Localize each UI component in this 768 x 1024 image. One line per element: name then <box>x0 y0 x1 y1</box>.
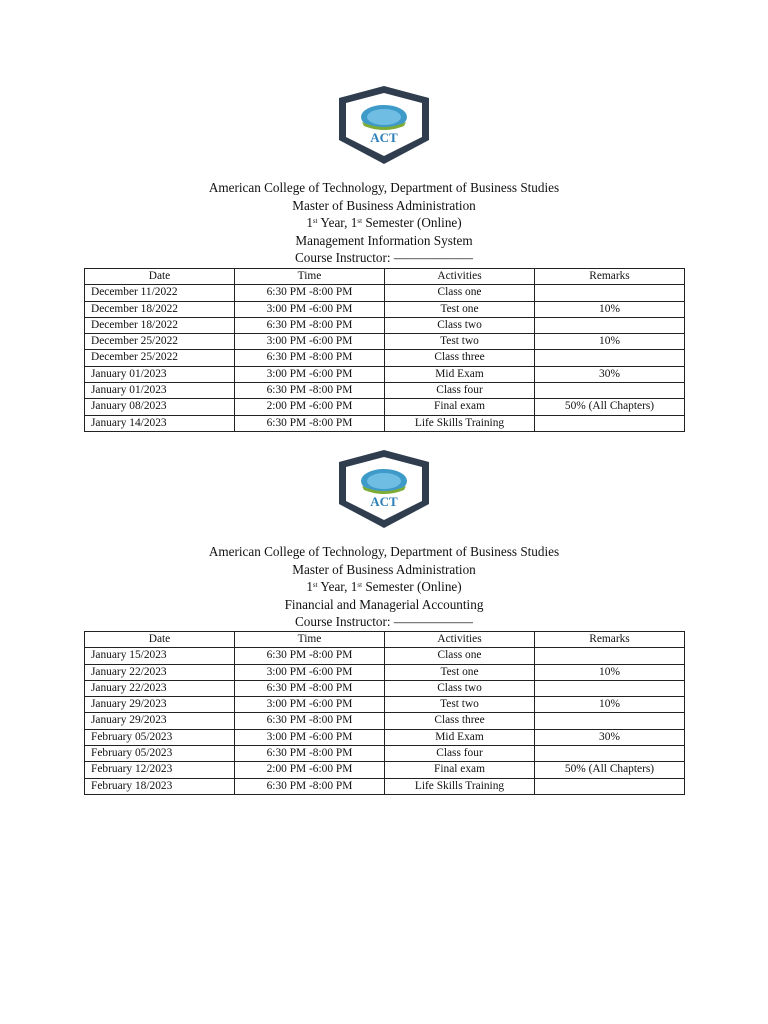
column-header-activities: Activities <box>385 269 535 285</box>
cell-date: December 11/2022 <box>85 285 235 301</box>
cell-remarks <box>535 713 685 729</box>
cell-time: 3:00 PM -6:00 PM <box>235 664 385 680</box>
cell-remarks <box>535 648 685 664</box>
cell-time: 6:30 PM -8:00 PM <box>235 415 385 431</box>
course-instructor: Course Instructor: —————— <box>294 614 473 630</box>
table-row <box>85 648 685 664</box>
cell-remarks: 50% (All Chapters) <box>535 399 685 415</box>
cell-remarks: 10% <box>535 334 685 350</box>
cell-activities: Final exam <box>385 762 535 778</box>
sunburst-emblem-icon <box>361 105 407 130</box>
cell-time: 6:30 PM -8:00 PM <box>235 746 385 762</box>
cell-remarks: 10% <box>535 301 685 317</box>
column-header-date: Date <box>85 269 235 285</box>
cell-time: 6:30 PM -8:00 PM <box>235 648 385 664</box>
schedule-header-1 <box>0 179 768 267</box>
table-row <box>85 399 685 415</box>
cell-date: December 18/2022 <box>85 317 235 333</box>
table-row <box>85 317 685 333</box>
cell-time: 6:30 PM -8:00 PM <box>235 778 385 794</box>
cell-remarks <box>535 778 685 794</box>
cell-activities: Class four <box>385 746 535 762</box>
cell-activities: Mid Exam <box>385 366 535 382</box>
table-row <box>85 415 685 431</box>
cell-date: December 18/2022 <box>85 301 235 317</box>
cell-time: 3:00 PM -6:00 PM <box>235 729 385 745</box>
college-logo <box>334 448 434 530</box>
cell-date: January 01/2023 <box>85 383 235 399</box>
cell-time: 6:30 PM -8:00 PM <box>235 285 385 301</box>
schedule-table <box>84 631 685 795</box>
cell-date: January 14/2023 <box>85 415 235 431</box>
table-row <box>85 301 685 317</box>
cell-time: 6:30 PM -8:00 PM <box>235 680 385 696</box>
table-row <box>85 762 685 778</box>
cell-activities: Class one <box>385 285 535 301</box>
institution-title: American College of Technology, Department of Business Studies <box>208 544 560 559</box>
cell-date: January 29/2023 <box>85 697 235 713</box>
cell-date: January 08/2023 <box>85 399 235 415</box>
table-row <box>85 334 685 350</box>
cell-date: December 25/2022 <box>85 334 235 350</box>
course-title: Management Information System <box>295 232 473 248</box>
sunburst-emblem-icon <box>361 469 407 494</box>
cell-time: 6:30 PM -8:00 PM <box>235 383 385 399</box>
cell-date: December 25/2022 <box>85 350 235 366</box>
table-row <box>85 383 685 399</box>
cell-remarks: 50% (All Chapters) <box>535 762 685 778</box>
cell-remarks <box>535 746 685 762</box>
cell-activities: Class three <box>385 713 535 729</box>
column-header-activities: Activities <box>385 632 535 648</box>
table-row <box>85 680 685 696</box>
cell-remarks <box>535 317 685 333</box>
cell-date: January 29/2023 <box>85 713 235 729</box>
course-instructor: Course Instructor: —————— <box>294 250 473 266</box>
cell-remarks: 10% <box>535 664 685 680</box>
table-row <box>85 366 685 382</box>
cell-time: 3:00 PM -6:00 PM <box>235 697 385 713</box>
cell-activities: Test two <box>385 697 535 713</box>
cell-activities: Class three <box>385 350 535 366</box>
table-header-row <box>85 632 685 648</box>
column-header-remarks: Remarks <box>535 632 685 648</box>
cell-time: 3:00 PM -6:00 PM <box>235 366 385 382</box>
cell-activities: Mid Exam <box>385 729 535 745</box>
cell-activities: Class one <box>385 648 535 664</box>
cell-date: January 22/2023 <box>85 664 235 680</box>
logo-text: ACT <box>370 494 398 509</box>
cell-remarks: 30% <box>535 366 685 382</box>
cell-time: 3:00 PM -6:00 PM <box>235 301 385 317</box>
column-header-time: Time <box>235 269 385 285</box>
cell-date: February 05/2023 <box>85 746 235 762</box>
institution-title: American College of Technology, Department of Business Studies <box>208 180 560 195</box>
cell-date: January 15/2023 <box>85 648 235 664</box>
table-row <box>85 713 685 729</box>
cell-date: January 01/2023 <box>85 366 235 382</box>
logo-text: ACT <box>370 130 398 145</box>
table-row <box>85 285 685 301</box>
table-row <box>85 746 685 762</box>
column-header-date: Date <box>85 632 235 648</box>
cell-remarks: 10% <box>535 697 685 713</box>
college-logo <box>334 84 434 166</box>
schedule-header-2 <box>0 543 768 631</box>
cell-activities: Life Skills Training <box>385 778 535 794</box>
program-title: Master of Business Administration <box>292 561 476 577</box>
cell-remarks <box>535 415 685 431</box>
cell-remarks <box>535 383 685 399</box>
table-row <box>85 778 685 794</box>
cell-time: 2:00 PM -6:00 PM <box>235 399 385 415</box>
cell-activities: Test one <box>385 664 535 680</box>
cell-remarks <box>535 680 685 696</box>
table-row <box>85 697 685 713</box>
course-title: Financial and Managerial Accounting <box>284 596 484 612</box>
cell-remarks <box>535 350 685 366</box>
cell-date: February 12/2023 <box>85 762 235 778</box>
cell-remarks <box>535 285 685 301</box>
cell-activities: Class two <box>385 317 535 333</box>
cell-date: February 05/2023 <box>85 729 235 745</box>
term-line: 1st Year, 1st Semester (Online) <box>306 215 462 231</box>
table-header-row <box>85 269 685 285</box>
cell-activities: Class four <box>385 383 535 399</box>
cell-activities: Test one <box>385 301 535 317</box>
cell-activities: Life Skills Training <box>385 415 535 431</box>
program-title: Master of Business Administration <box>292 197 476 213</box>
cell-time: 6:30 PM -8:00 PM <box>235 317 385 333</box>
table-row <box>85 729 685 745</box>
column-header-remarks: Remarks <box>535 269 685 285</box>
table-row <box>85 350 685 366</box>
schedule-table <box>84 268 685 432</box>
table-row <box>85 664 685 680</box>
cell-time: 6:30 PM -8:00 PM <box>235 350 385 366</box>
cell-time: 3:00 PM -6:00 PM <box>235 334 385 350</box>
cell-time: 6:30 PM -8:00 PM <box>235 713 385 729</box>
cell-time: 2:00 PM -6:00 PM <box>235 762 385 778</box>
cell-activities: Class two <box>385 680 535 696</box>
term-line: 1st Year, 1st Semester (Online) <box>306 579 462 595</box>
cell-date: February 18/2023 <box>85 778 235 794</box>
column-header-time: Time <box>235 632 385 648</box>
cell-activities: Test two <box>385 334 535 350</box>
cell-date: January 22/2023 <box>85 680 235 696</box>
cell-activities: Final exam <box>385 399 535 415</box>
cell-remarks: 30% <box>535 729 685 745</box>
